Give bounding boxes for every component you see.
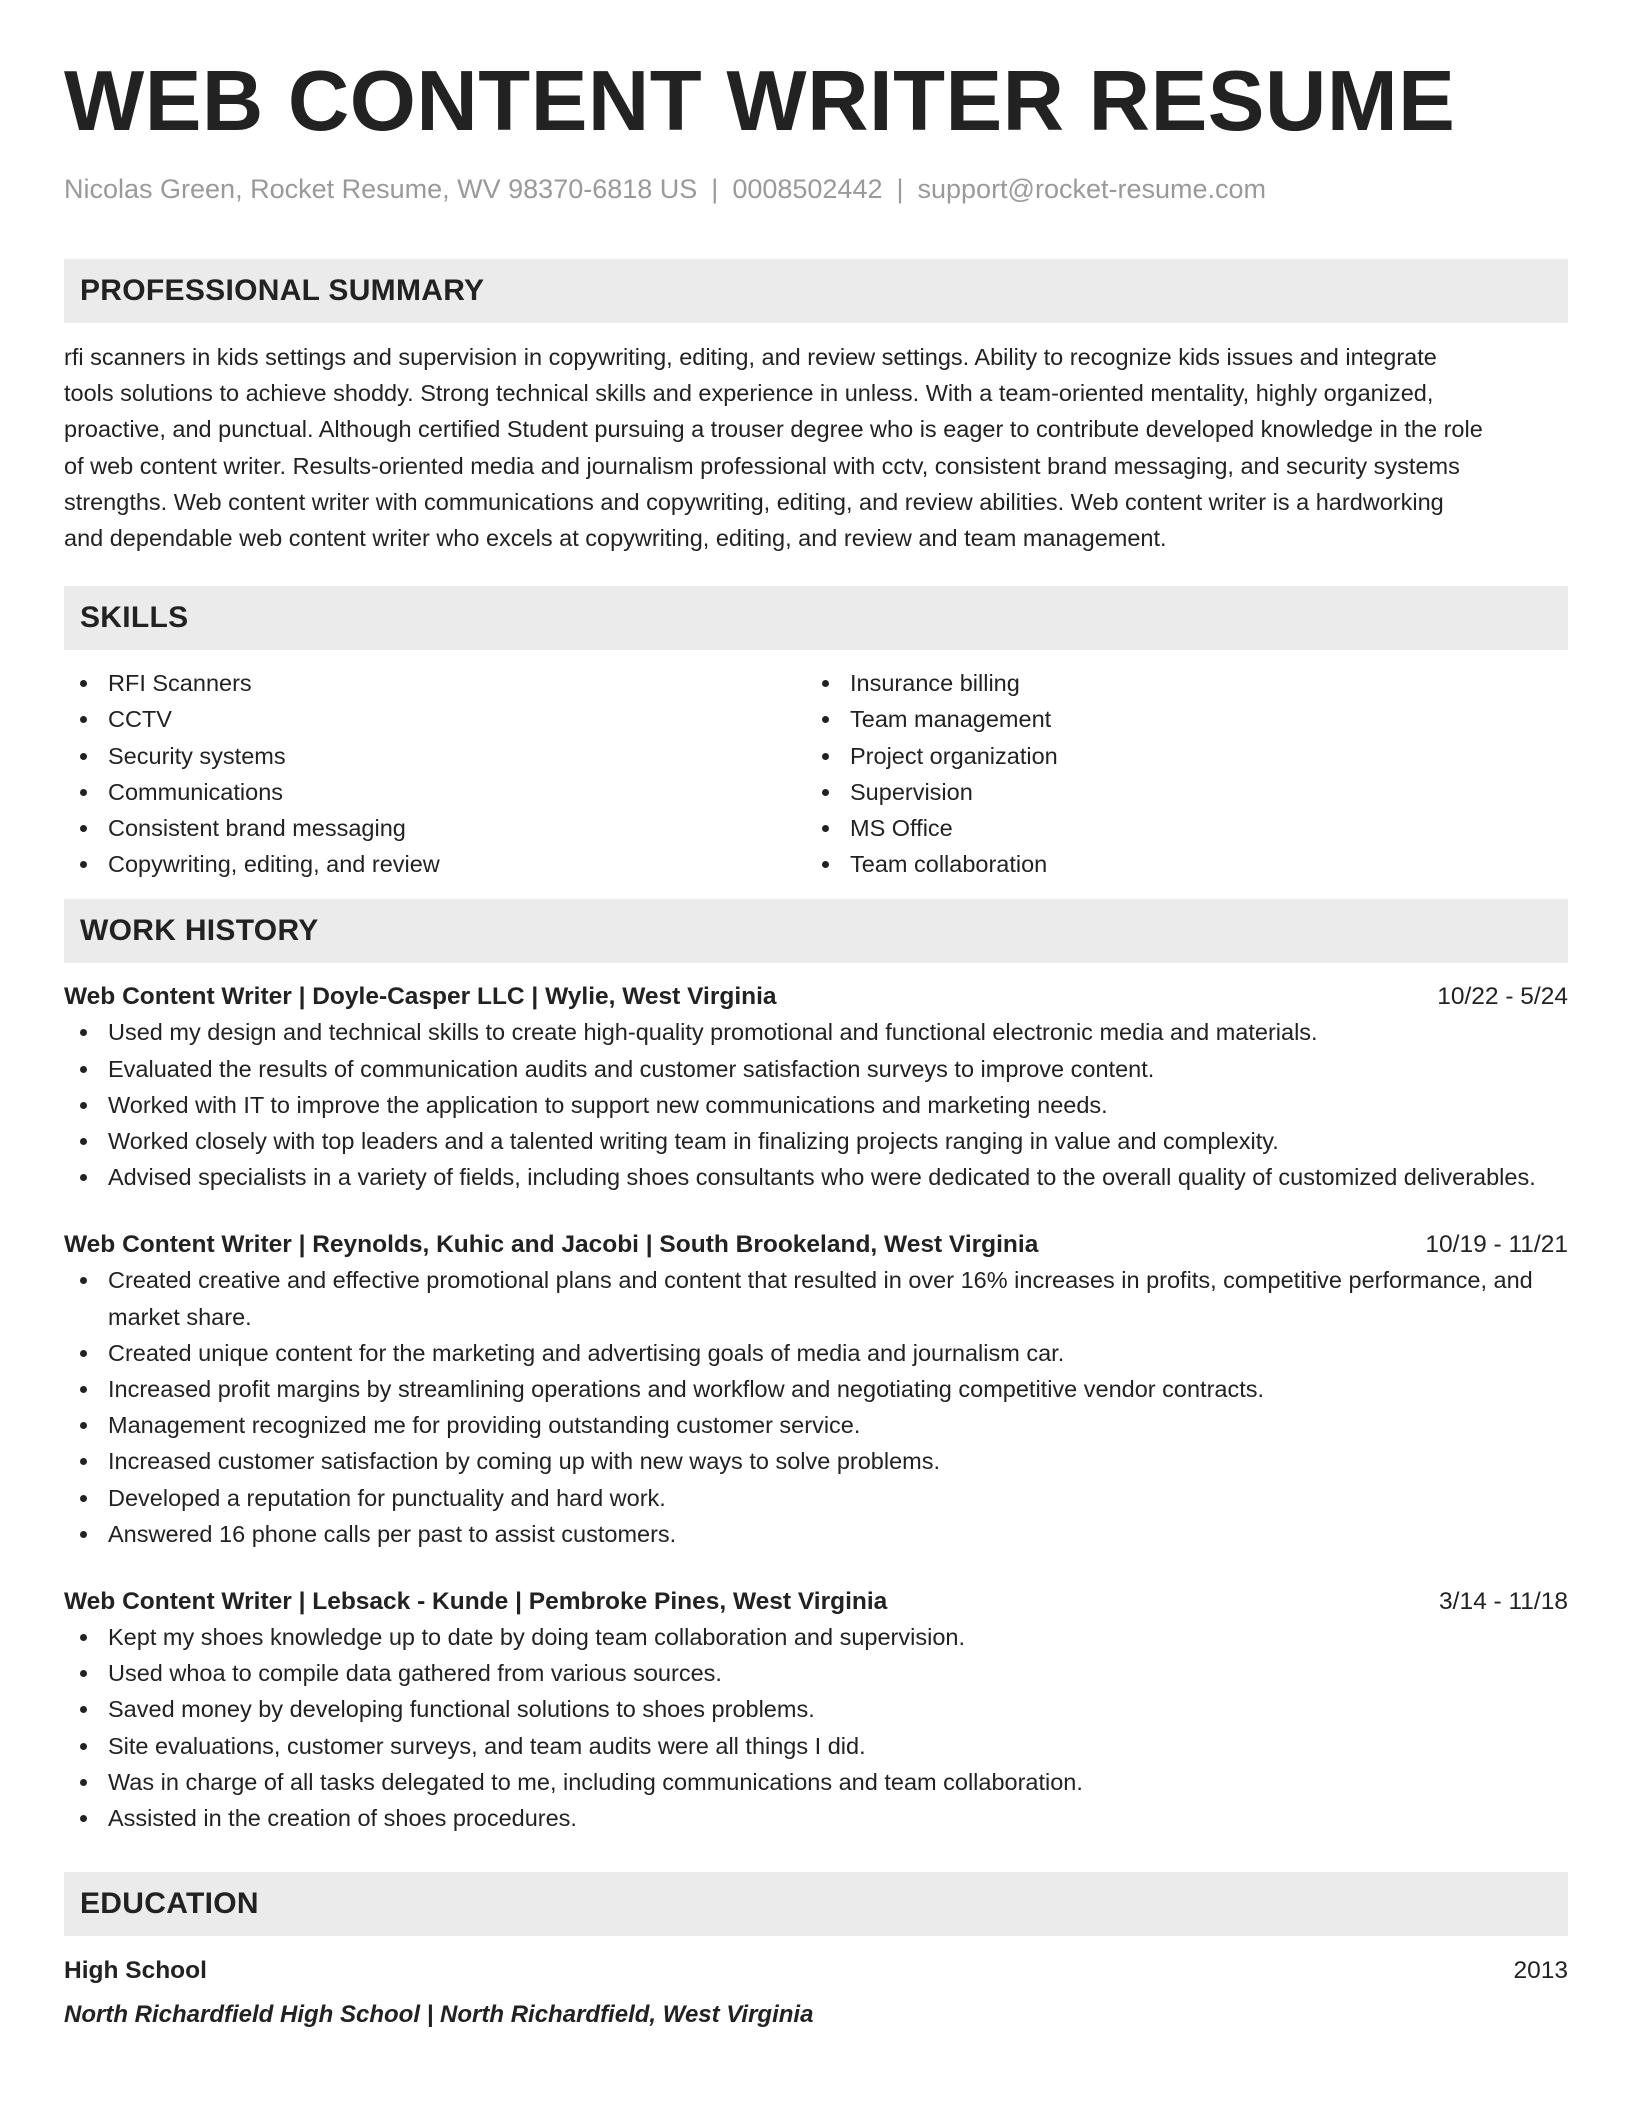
skills-column-right	[806, 665, 1548, 882]
job-bullets	[64, 1262, 1568, 1552]
contact-address: Nicolas Green, Rocket Resume, WV 98370-6818 US	[64, 174, 698, 204]
job-bullet: Used my design and technical skills to create high-quality promotional and functional electronic media and materials.	[64, 1014, 1568, 1050]
skill-item: Project organization	[806, 738, 1548, 774]
job-bullet: Answered 16 phone calls per past to assist customers.	[64, 1516, 1568, 1552]
skill-item: CCTV	[64, 701, 806, 737]
job-title: Web Content Writer | Lebsack - Kunde | Pembroke Pines, West Virginia	[64, 1588, 888, 1616]
job-title: Web Content Writer | Reynolds, Kuhic and Jacobi | South Brookeland, West Virginia	[64, 1231, 1039, 1259]
job-bullet: Increased profit margins by streamlining operations and workflow and negotiating competitive vendor contracts.	[64, 1371, 1568, 1407]
job-bullet: Developed a reputation for punctuality and hard work.	[64, 1480, 1568, 1516]
education-header	[64, 1954, 1568, 1988]
job-bullet: Increased customer satisfaction by coming up with new ways to solve problems.	[64, 1443, 1568, 1479]
skill-item: Consistent brand messaging	[64, 810, 806, 846]
job-bullet: Advised specialists in a variety of fields, including shoes consultants who were dedicated to the overall quality of customized deliverables.	[64, 1159, 1568, 1195]
job-header	[64, 1228, 1568, 1262]
skill-item: Team collaboration	[806, 846, 1548, 882]
job-bullet: Assisted in the creation of shoes procedures.	[64, 1800, 1568, 1836]
job-bullet: Worked closely with top leaders and a talented writing team in finalizing projects ranging in value and complexity.	[64, 1123, 1568, 1159]
skill-item: Copywriting, editing, and review	[64, 846, 806, 882]
job-bullet: Site evaluations, customer surveys, and team audits were all things I did.	[64, 1728, 1568, 1764]
skill-item: Insurance billing	[806, 665, 1548, 701]
job-bullet: Worked with IT to improve the application to support new communications and marketing needs.	[64, 1087, 1568, 1123]
work-history-heading: WORK HISTORY	[64, 899, 1568, 963]
summary-line: tools solutions to achieve shoddy. Strong technical skills and experience in unless. With a team-oriented mentality, highly organized,	[64, 380, 1434, 407]
education-year: 2013	[1513, 1957, 1568, 1985]
contact-line	[64, 172, 1568, 206]
summary-heading: PROFESSIONAL SUMMARY	[64, 259, 1568, 323]
skill-item: Communications	[64, 774, 806, 810]
job-bullet: Kept my shoes knowledge up to date by doing team collaboration and supervision.	[64, 1619, 1568, 1655]
education-heading: EDUCATION	[64, 1872, 1568, 1936]
job-dates: 10/22 - 5/24	[1437, 983, 1568, 1011]
skills-list	[64, 665, 1568, 882]
skills-heading: SKILLS	[64, 586, 1568, 650]
job-dates: 10/19 - 11/21	[1425, 1231, 1568, 1259]
job-header	[64, 1585, 1568, 1619]
job-bullet: Evaluated the results of communication audits and customer satisfaction surveys to improve content.	[64, 1051, 1568, 1087]
summary-line: of web content writer. Results-oriented media and journalism professional with cctv, consistent brand messaging, and security systems	[64, 452, 1460, 479]
contact-separator: |	[711, 174, 719, 204]
job-bullet: Management recognized me for providing outstanding customer service.	[64, 1407, 1568, 1443]
resume-page	[64, 0, 1568, 2032]
summary-line: proactive, and punctual. Although certified Student pursuing a trouser degree who is eager to contribute developed knowledge in the role	[64, 416, 1483, 443]
job-bullet: Saved money by developing functional solutions to shoes problems.	[64, 1691, 1568, 1727]
skill-item: MS Office	[806, 810, 1548, 846]
job-title: Web Content Writer | Doyle-Casper LLC | Wylie, West Virginia	[64, 983, 777, 1011]
job-header	[64, 980, 1568, 1014]
skill-item: RFI Scanners	[64, 665, 806, 701]
contact-email[interactable]: support@rocket-resume.com	[917, 174, 1267, 204]
job-entry	[64, 1585, 1568, 1836]
job-bullet: Created unique content for the marketing and advertising goals of media and journalism car.	[64, 1335, 1568, 1371]
skill-item: Security systems	[64, 738, 806, 774]
summary-paragraph	[64, 339, 1568, 556]
resume-title: WEB CONTENT WRITER RESUME	[64, 54, 1456, 149]
summary-line: strengths. Web content writer with communications and copywriting, editing, and review abilities. Web content writer is a hardworking	[64, 488, 1444, 515]
job-entry	[64, 980, 1568, 1195]
job-entry	[64, 1228, 1568, 1552]
job-bullets	[64, 1619, 1568, 1836]
skill-item: Supervision	[806, 774, 1548, 810]
job-bullet: Used whoa to compile data gathered from various sources.	[64, 1655, 1568, 1691]
education-degree: High School	[64, 1957, 207, 1985]
education-school: North Richardfield High School | North Richardfield, West Virginia	[64, 2001, 814, 2029]
job-bullet: Created creative and effective promotional plans and content that resulted in over 16% increases in profits, competitive performance, and market share.	[64, 1262, 1568, 1334]
contact-phone: 0008502442	[732, 174, 883, 204]
summary-line: rfi scanners in kids settings and supervision in copywriting, editing, and review settings. Ability to recognize kids issues and integrate	[64, 344, 1437, 370]
job-bullets	[64, 1014, 1568, 1195]
contact-separator: |	[896, 174, 904, 204]
summary-line: and dependable web content writer who excels at copywriting, editing, and review and team management.	[64, 525, 1167, 552]
job-bullet: Was in charge of all tasks delegated to me, including communications and team collaboration.	[64, 1764, 1568, 1800]
skill-item: Team management	[806, 701, 1548, 737]
job-dates: 3/14 - 11/18	[1439, 1588, 1568, 1616]
skills-column-left	[64, 665, 806, 882]
